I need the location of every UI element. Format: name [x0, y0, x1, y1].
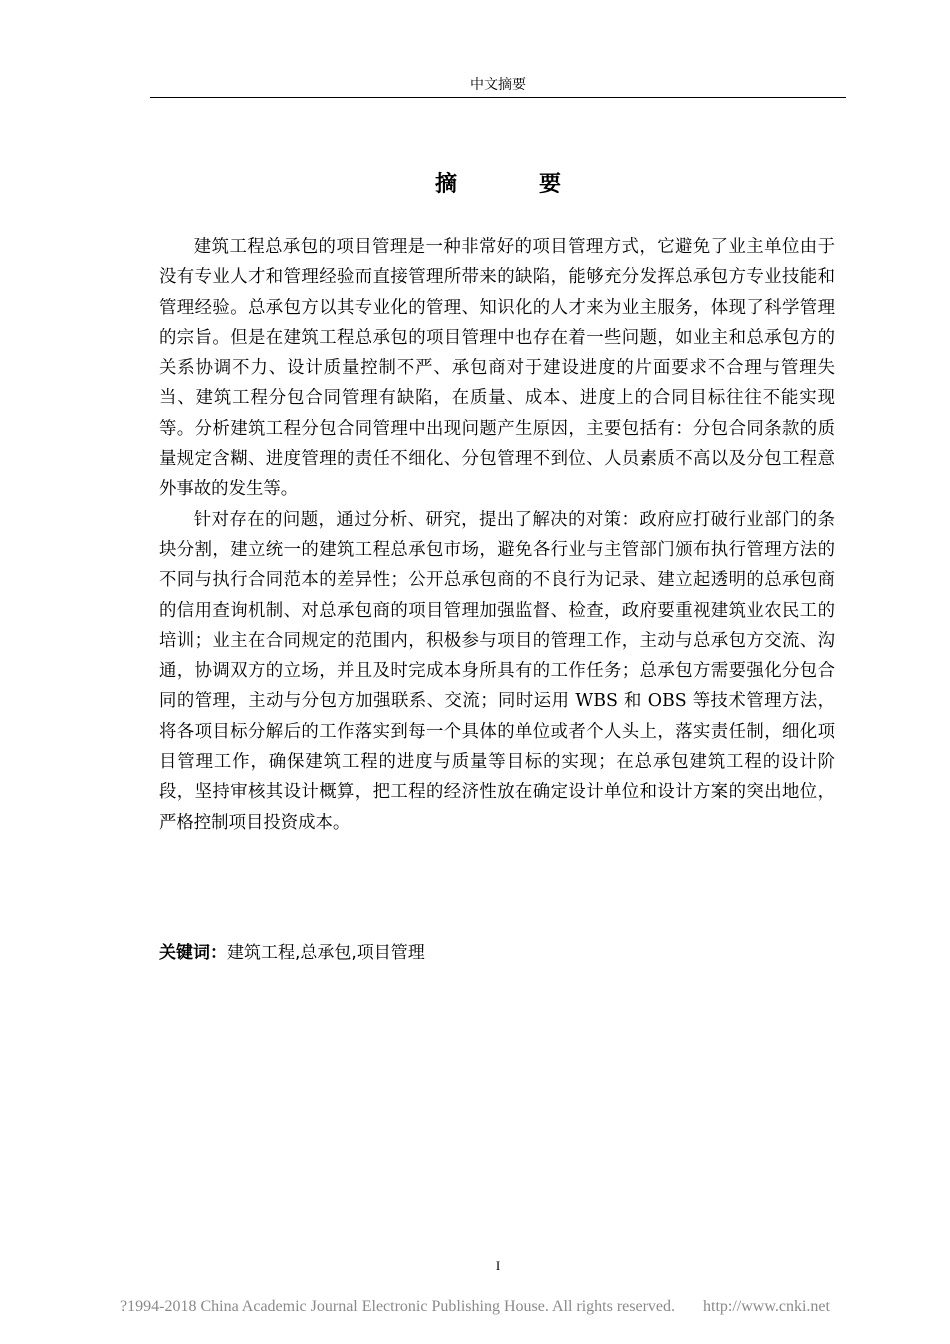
- keywords-line: [159, 940, 425, 966]
- keywords-value: 建筑工程,总承包,项目管理: [227, 943, 425, 963]
- copyright-text: ?1994-2018 China Academic Journal Electronic Publishing House. All rights reserved.: [120, 1298, 676, 1315]
- abstract-paragraph: 针对存在的问题，通过分析、研究，提出了解决的对策：政府应打破行业部门的条块分割，建立统一的建筑工程总承包市场，避免各行业与主管部门颁布执行管理方法的不同与执行合同范本的差异性；公开总承包商的不良行为记录、建立起透明的总承包商的信用查询机制、对总承包商的项目管理加强监督、检查，政府要重视建筑业农民工的培训；业主在合同规定的范围内，积极参与项目的管理工作，主动与总承包方交流、沟通，协调双方的立场，并且及时完成本身所具有的工作任务；总承包方需要强化分包合同的管理，主动与分包方加强联系、交流；同时运用 WBS 和 OBS 等技术管理方法，将各项目标分解后的工作落实到每一个具体的单位或者个人头上，落实责任制，细化项目管理工作，确保建筑工程的进度与质量等目标的实现；在总承包建筑工程的设计阶段，坚持审核其设计概算，把工程的经济性放在确定设计单位和设计方案的突出地位，严格控制项目投资成本。: [159, 509, 835, 833]
- abstract-body: [159, 232, 835, 838]
- running-header: 中文摘要: [470, 77, 526, 93]
- abstract-title: 摘 要: [434, 172, 591, 197]
- page-number: I: [495, 1258, 501, 1273]
- keywords-label: 关键词：: [159, 943, 227, 963]
- abstract-paragraph: 建筑工程总承包的项目管理是一种非常好的项目管理方式，它避免了业主单位由于没有专业人才和管理经验而直接管理所带来的缺陷，能够充分发挥总承包方专业技能和管理经验。总承包方以其专业化的管理、知识化的人才来为业主服务，体现了科学管理的宗旨。但是在建筑工程总承包的项目管理中也存在着一些问题，如业主和总承包方的关系协调不力、设计质量控制不严、承包商对于建设进度的片面要求不合理与管理失当、建筑工程分包合同管理有缺陷，在质量、成本、进度上的合同目标往往不能实现等。分析建筑工程分包合同管理中出现问题产生原因，主要包括有：分包合同条款的质量规定含糊、进度管理的责任不细化、分包管理不到位、人员素质不高以及分包工程意外事故的发生等。: [159, 237, 835, 500]
- cnki-link[interactable]: http://www.cnki.net: [703, 1298, 830, 1315]
- copyright-notice: [0, 1297, 950, 1317]
- header-rule: [150, 97, 846, 98]
